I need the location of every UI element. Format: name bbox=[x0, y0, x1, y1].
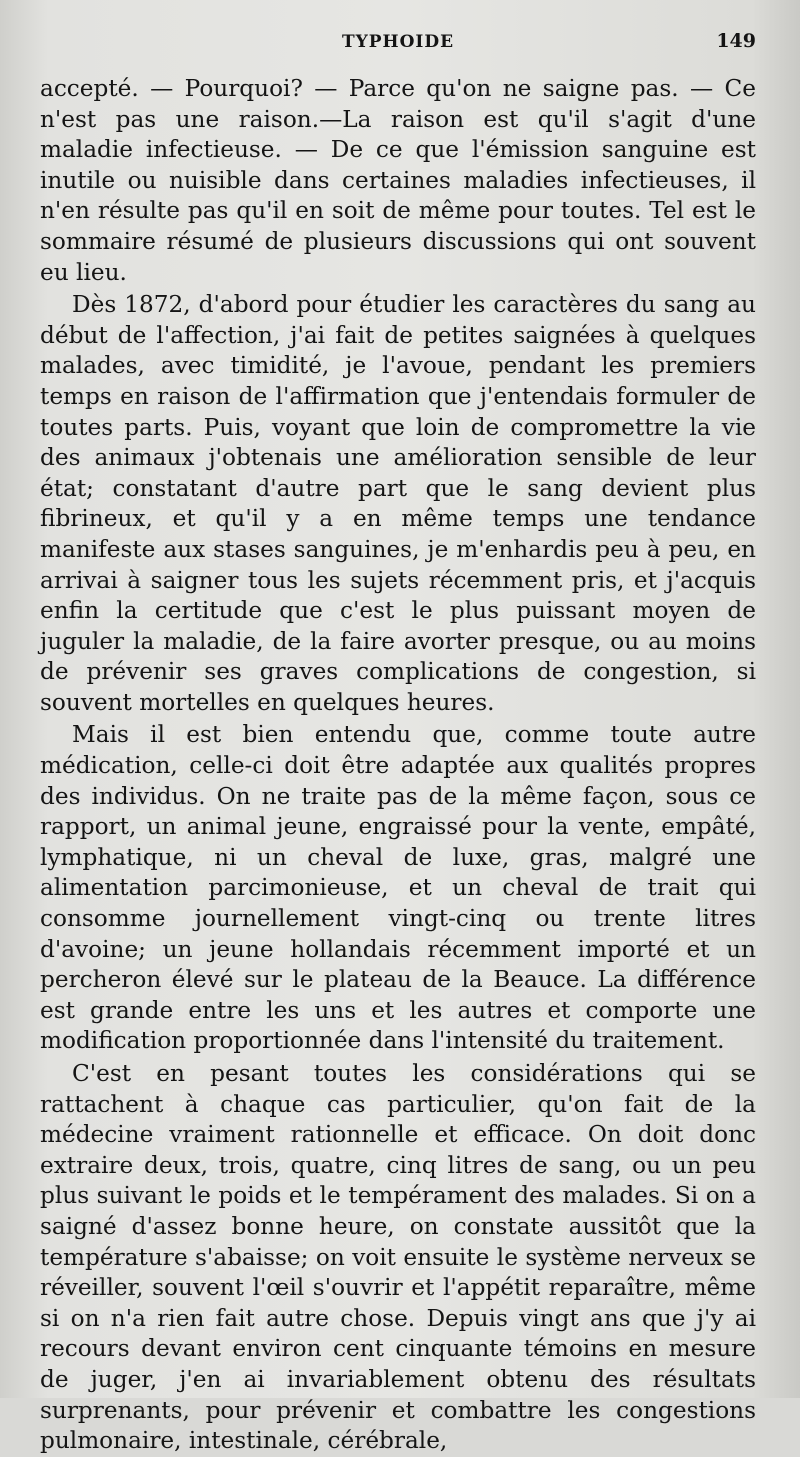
body-text bbox=[40, 74, 756, 1457]
paragraph-continued: accepté. — Pourquoi? — Parce qu'on ne saigne pas. — Ce n'est pas une raison.—La raison est qu'il s'agit d'une maladie infectieuse. — De ce que l'émission sanguine est inutile ou nuisible dans certaines maladies infectieuses, il n'en résulte pas qu'il en soit de même pour toutes. Tel est le sommaire résumé de plusieurs discussions qui ont souvent eu lieu. bbox=[40, 75, 756, 286]
paragraph: C'est en pesant toutes les considérations qui se rattachent à chaque cas particulier, qu'on fait de la médecine vraiment rationnelle et efficace. On doit donc extraire deux, trois, quatre, cinq litres de sang, ou un peu plus suivant le poids et le tempérament des malades. Si on a saigné d'assez bonne heure, on constate aussitôt que la température s'abaisse; on voit ensuite le système nerveux se réveiller, souvent l'œil s'ouvrir et l'appétit reparaître, même si on n'a rien fait autre chose. Depuis vingt ans que j'y ai recours devant environ cent cinquante témoins en mesure de juger, j'en ai invariablement obtenu des résultats surprenants, pour prévenir et combattre les congestions pulmonaire, intestinale, cérébrale, bbox=[40, 1060, 756, 1455]
paragraph: Mais il est bien entendu que, comme toute autre médication, celle-ci doit être adaptée aux qualités propres des individus. On ne traite pas de la même façon, sous ce rapport, un animal jeune, engraissé pour la vente, empâté, lymphatique, ni un cheval de luxe, gras, malgré une alimentation parcimonieuse, et un cheval de trait qui consomme journellement vingt-cinq ou trente litres d'avoine; un jeune hollandais récemment importé et un percheron élevé sur le plateau de la Beauce. La différence est grande entre les uns et les autres et comporte une modification proportionnée dans l'intensité du traitement. bbox=[40, 721, 756, 1055]
running-head bbox=[40, 28, 756, 58]
paragraph: Dès 1872, d'abord pour étudier les caractères du sang au début de l'affection, j'ai fait de petites saignées à quelques malades, avec timidité, je l'avoue, pendant les premiers temps en raison de l'affirmation que j'entendais formuler de toutes parts. Puis, voyant que loin de compromettre la vie des animaux j'obtenais une amélioration sensible de leur état; constatant d'autre part que le sang devient plus fibrineux, et qu'il y a en même temps une tendance manifeste aux stases sanguines, je m'enhardis peu à peu, en arrivai à saigner tous les sujets récemment pris, et j'acquis enfin la certitude que c'est le plus puissant moyen de juguler la maladie, de la faire avorter presque, ou au moins de prévenir ses graves complications de congestion, si souvent mortelles en quelques heures. bbox=[40, 291, 756, 716]
running-title: TYPHOIDE bbox=[341, 32, 455, 52]
page-number: 149 bbox=[716, 30, 756, 52]
